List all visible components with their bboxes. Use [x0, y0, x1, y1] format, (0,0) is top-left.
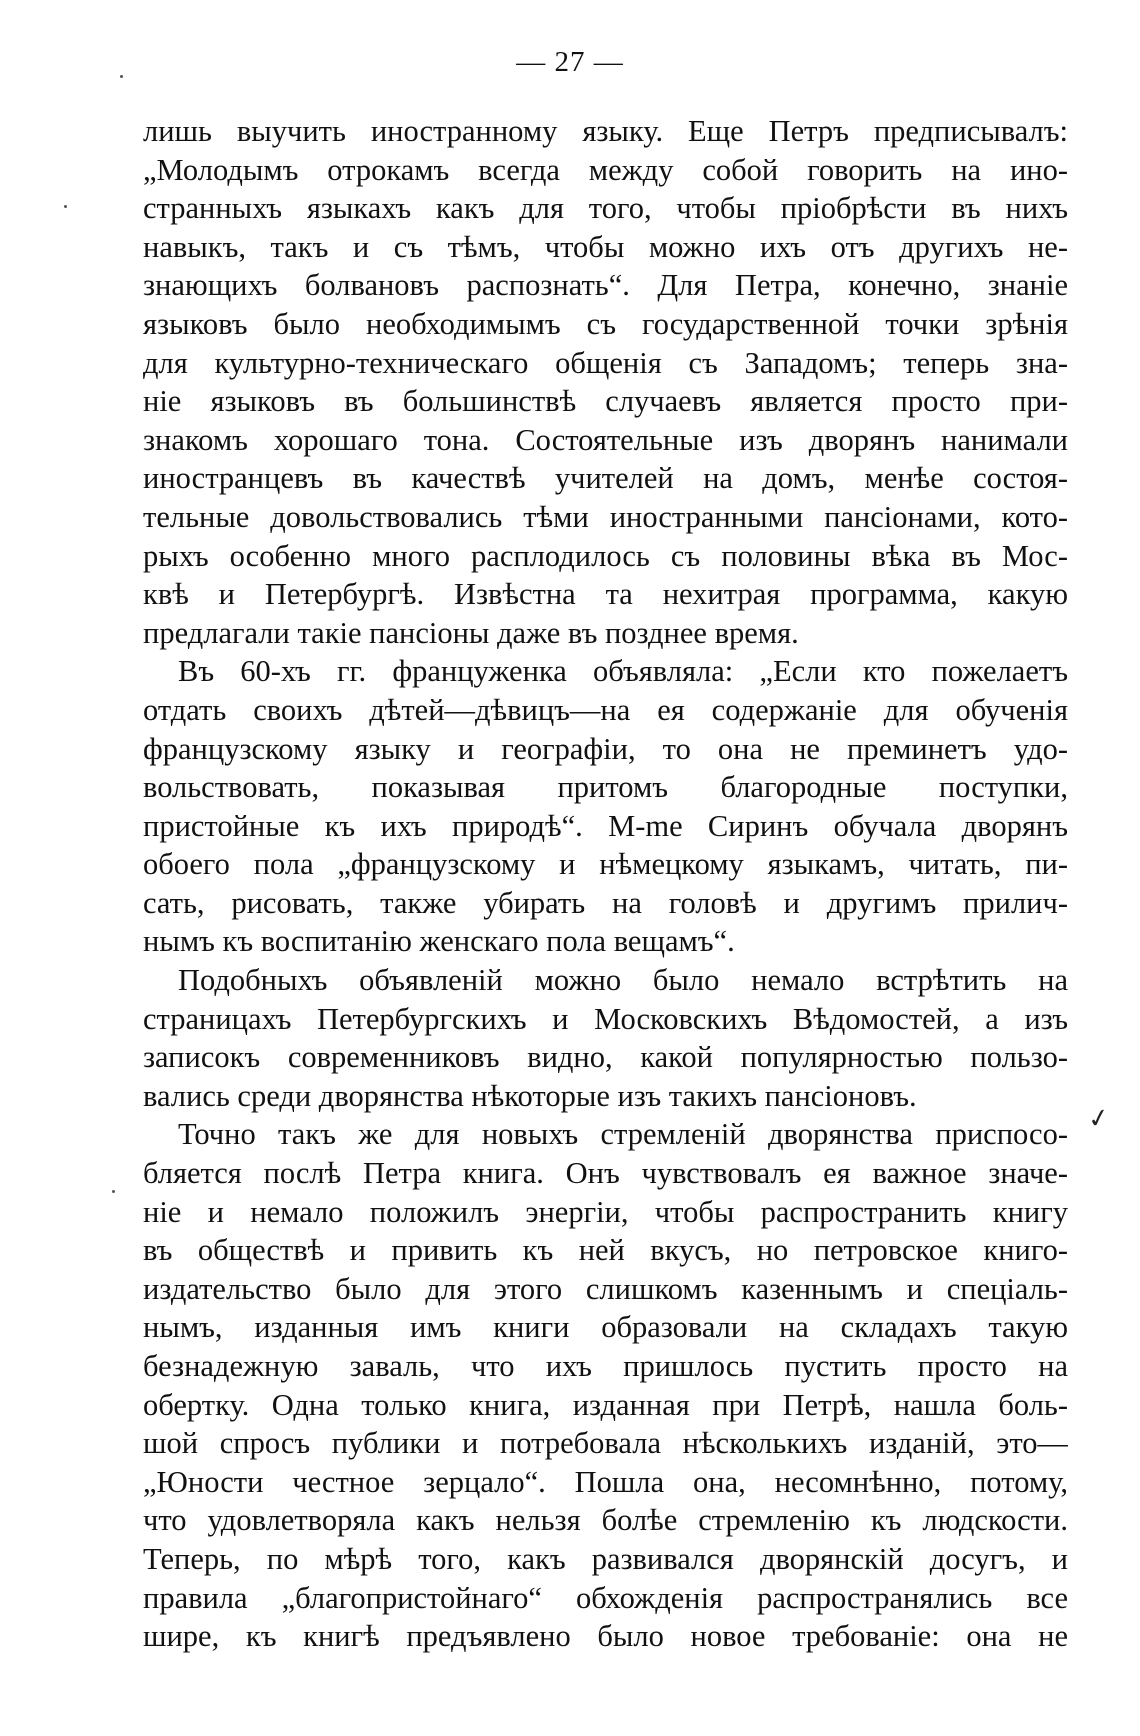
text-line: записокъ современниковъ видно, какой популярностью пользо-	[143, 1040, 1068, 1075]
text-line: бляется послѣ Петра книга. Онъ чувствовалъ ея важное значе-	[143, 1156, 1068, 1191]
text-line: безнадежную заваль, что ихъ пришлось пустить просто на	[143, 1349, 1068, 1383]
text-line: французскому языку и географіи, то она не преминетъ удо-	[143, 731, 1068, 766]
text-line: навыкъ, такъ и съ тѣмъ, чтобы можно ихъ отъ другихъ не-	[143, 229, 1068, 264]
text-line: Подобныхъ объявленій можно было немало встрѣтить на	[178, 963, 1068, 998]
text-line: для культурно-техническаго общенія съ Западомъ; теперь зна-	[143, 345, 1068, 380]
text-line: тельные довольствовались тѣми иностранными пансіонами, кото-	[143, 499, 1068, 534]
text-line: языковъ было необходимымъ съ государственной точки зрѣнія	[143, 306, 1068, 341]
print-speck	[64, 205, 67, 208]
text-line: обертку. Одна только книга, изданная при Петрѣ, нашла боль-	[143, 1387, 1068, 1422]
text-line: вольствовать, показывая притомъ благородные поступки,	[143, 770, 1068, 805]
text-line: обоего пола „французскому и нѣмецкому языкамъ, читать, пи-	[143, 847, 1068, 882]
text-line: пристойные къ ихъ природѣ“. M-me Сиринъ обучала дворянъ	[143, 808, 1068, 843]
text-line: знающихъ болвановъ распознать“. Для Петра, конечно, знаніе	[143, 268, 1068, 303]
text-line: отдать своихъ дѣтей—дѣвицъ—на ея содержаніе для обученія	[143, 692, 1068, 727]
text-line: страницахъ Петербургскихъ и Московскихъ Вѣдомостей, а изъ	[143, 1001, 1068, 1036]
text-line: вались среди дворянства нѣкоторые изъ такихъ пансіоновъ.	[143, 1078, 917, 1113]
print-speck	[120, 75, 123, 78]
text-line: шой спросъ публики и потребовала нѣсколькихъ изданій, это—	[143, 1426, 1068, 1461]
text-line: рыхъ особенно много расплодилось съ половины вѣка въ Мос-	[143, 538, 1068, 573]
text-line: издательство было для этого слишкомъ казеннымъ и спеціаль-	[143, 1271, 1068, 1306]
page-number: — 27 —	[516, 46, 624, 78]
text-line: ніе языковъ въ большинствѣ случаевъ является просто при-	[143, 384, 1068, 419]
text-line: иностранцевъ въ качествѣ учителей на домъ, менѣе состоя-	[143, 461, 1068, 496]
text-line: „Молодымъ отрокамъ всегда между собой говорить на ино-	[143, 152, 1068, 187]
text-line: что удовлетворяла какъ нельзя болѣе стремленію къ людскости.	[143, 1503, 1068, 1538]
print-speck	[112, 1190, 115, 1193]
text-line: Теперь, по мѣрѣ того, какъ развивался дворянскій досугъ, и	[143, 1541, 1068, 1576]
text-line: предлагали такіе пансіоны даже въ позднее время.	[143, 615, 799, 650]
text-line: Точно такъ же для новыхъ стремленій дворянства приспосо-	[178, 1117, 1068, 1152]
text-line: лишь выучить иностранному языку. Еще Петръ предписывалъ:	[143, 114, 1068, 148]
text-line: въ обществѣ и привить къ ней вкусъ, но петровское книго-	[143, 1233, 1068, 1268]
text-line: странныхъ языкахъ какъ для того, чтобы пріобрѣсти въ нихъ	[143, 191, 1068, 226]
text-line: нымъ, изданныя имъ книги образовали на складахъ такую	[143, 1310, 1068, 1345]
text-line: ніе и немало положилъ энергіи, чтобы распространить книгу	[143, 1194, 1068, 1229]
text-line: нымъ къ воспитанію женскаго пола вещамъ“.	[143, 924, 735, 959]
text-line: шире, къ книгѣ предъявлено было новое требованіе: она не	[143, 1619, 1068, 1654]
text-line: знакомъ хорошаго тона. Состоятельные изъ дворянъ нанимали	[143, 422, 1068, 457]
text-line: Въ 60-хъ гг. француженка объявляла: „Если кто пожелаетъ	[178, 654, 1068, 689]
text-line: сать, рисовать, также убирать на головѣ и другимъ прилич-	[143, 885, 1068, 920]
text-line: квѣ и Петербургѣ. Извѣстна та нехитрая программа, какую	[143, 577, 1068, 612]
text-line: „Юности честное зерцало“. Пошла она, несомнѣнно, потому,	[143, 1464, 1068, 1499]
text-line: правила „благопристойнаго“ обхожденія распространялись все	[143, 1580, 1068, 1615]
body-text	[143, 112, 1068, 1656]
margin-check-mark: ✓	[1085, 1102, 1113, 1135]
